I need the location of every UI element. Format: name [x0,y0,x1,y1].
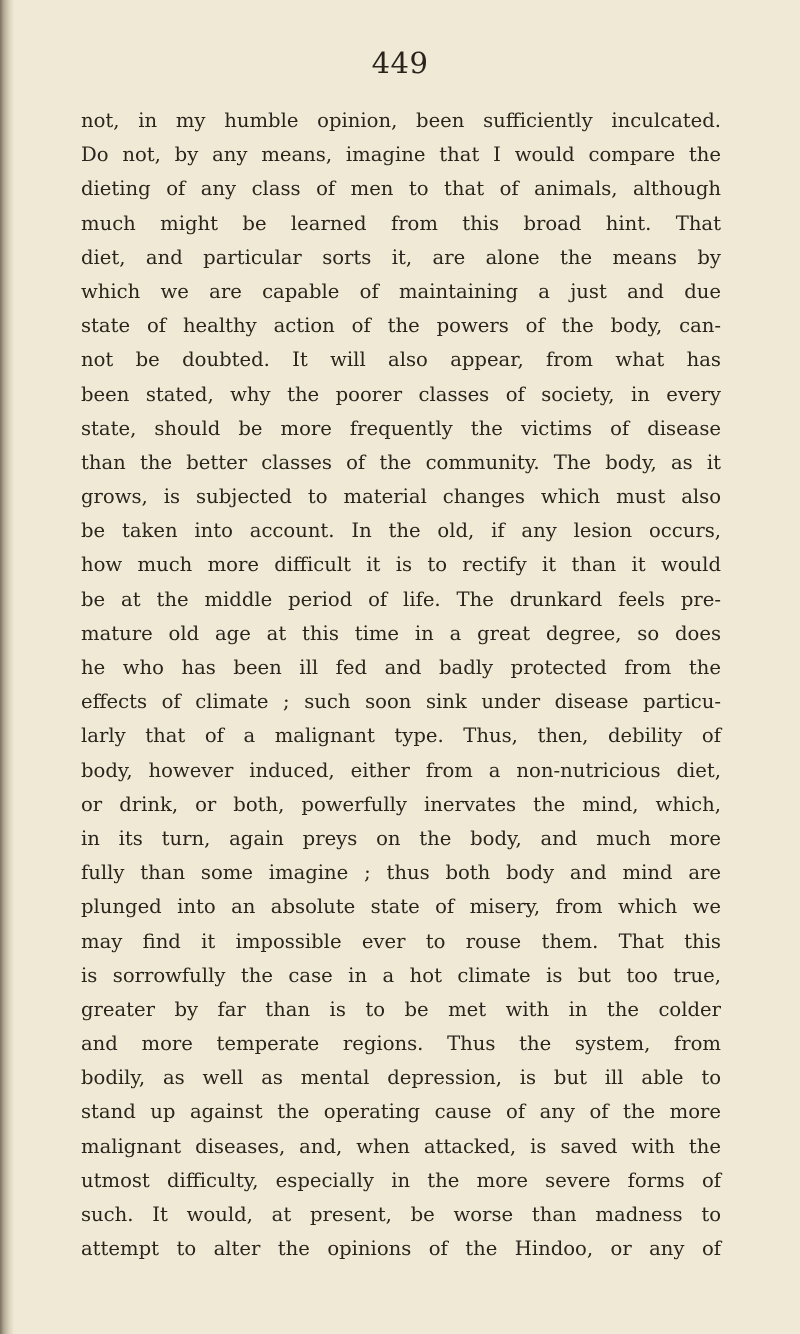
text-line: mature old age at this time in a great degree, so does [81,621,721,645]
text-line: much might be learned from this broad hint. That [81,211,721,235]
text-line: fully than some imagine ; thus both body and mind are [81,861,721,885]
text-line: such. It would, at present, be worse than madness to [81,1203,721,1226]
text-line: not, in my humble opinion, been sufficiently inculcated. [81,109,721,132]
text-line: plunged into an absolute state of misery, from which we [81,895,721,919]
text-line: state of healthy action of the powers of the body, can- [81,314,721,338]
text-line: be at the middle period of life. The drunkard feels pre- [81,587,721,611]
text-line: utmost difficulty, especially in the more severe forms of [81,1168,721,1192]
text-line: grows, is subjected to material changes which must also [81,485,721,509]
text-line: than the better classes of the community. The body, as it [81,450,721,474]
page-number: 449 [371,46,429,80]
text-line: be taken into account. In the old, if any lesion occurs, [81,519,721,543]
text-line: in its turn, again preys on the body, and much more [81,826,721,850]
text-line: dieting of any class of men to that of animals, although [81,177,721,201]
text-line: stand up against the operating cause of any of the more [81,1100,721,1124]
text-line: how much more difficult it is to rectify it than it would [81,553,721,577]
text-line: body, however induced, either from a non-nutricious diet, [81,758,721,782]
text-line: Do not, by any means, imagine that I would compare the [81,143,721,167]
text-line: diet, and particular sorts it, are alone the means by [81,245,721,269]
body-text [81,104,721,1266]
text-line: effects of climate ; such soon sink under disease particu- [81,690,721,714]
text-line: larly that of a malignant type. Thus, then, debility of [81,724,721,748]
text-line: is sorrowfully the case in a hot climate is but too true, [81,963,721,987]
page-binding-edge [0,0,14,1334]
text-line: may find it impossible ever to rouse them. That this [81,929,721,953]
text-line: been stated, why the poorer classes of society, in every [81,382,721,406]
text-line: or drink, or both, powerfully inervates the mind, which, [81,792,721,816]
text-line: which we are capable of maintaining a just and due [81,279,721,303]
text-line: attempt to alter the opinions of the Hindoo, or any of [81,1237,721,1261]
text-line: and more temperate regions. Thus the system, from [81,1032,721,1056]
text-line: he who has been ill fed and badly protected from the [81,656,721,679]
text-line: malignant diseases, and, when attacked, is saved with the [81,1134,721,1158]
text-line: bodily, as well as mental depression, is but ill able to [81,1066,721,1090]
text-line: greater by far than is to be met with in the colder [81,997,721,1021]
text-line: state, should be more frequently the victims of disease [81,416,721,440]
text-line: not be doubted. It will also appear, from what has [81,348,721,372]
